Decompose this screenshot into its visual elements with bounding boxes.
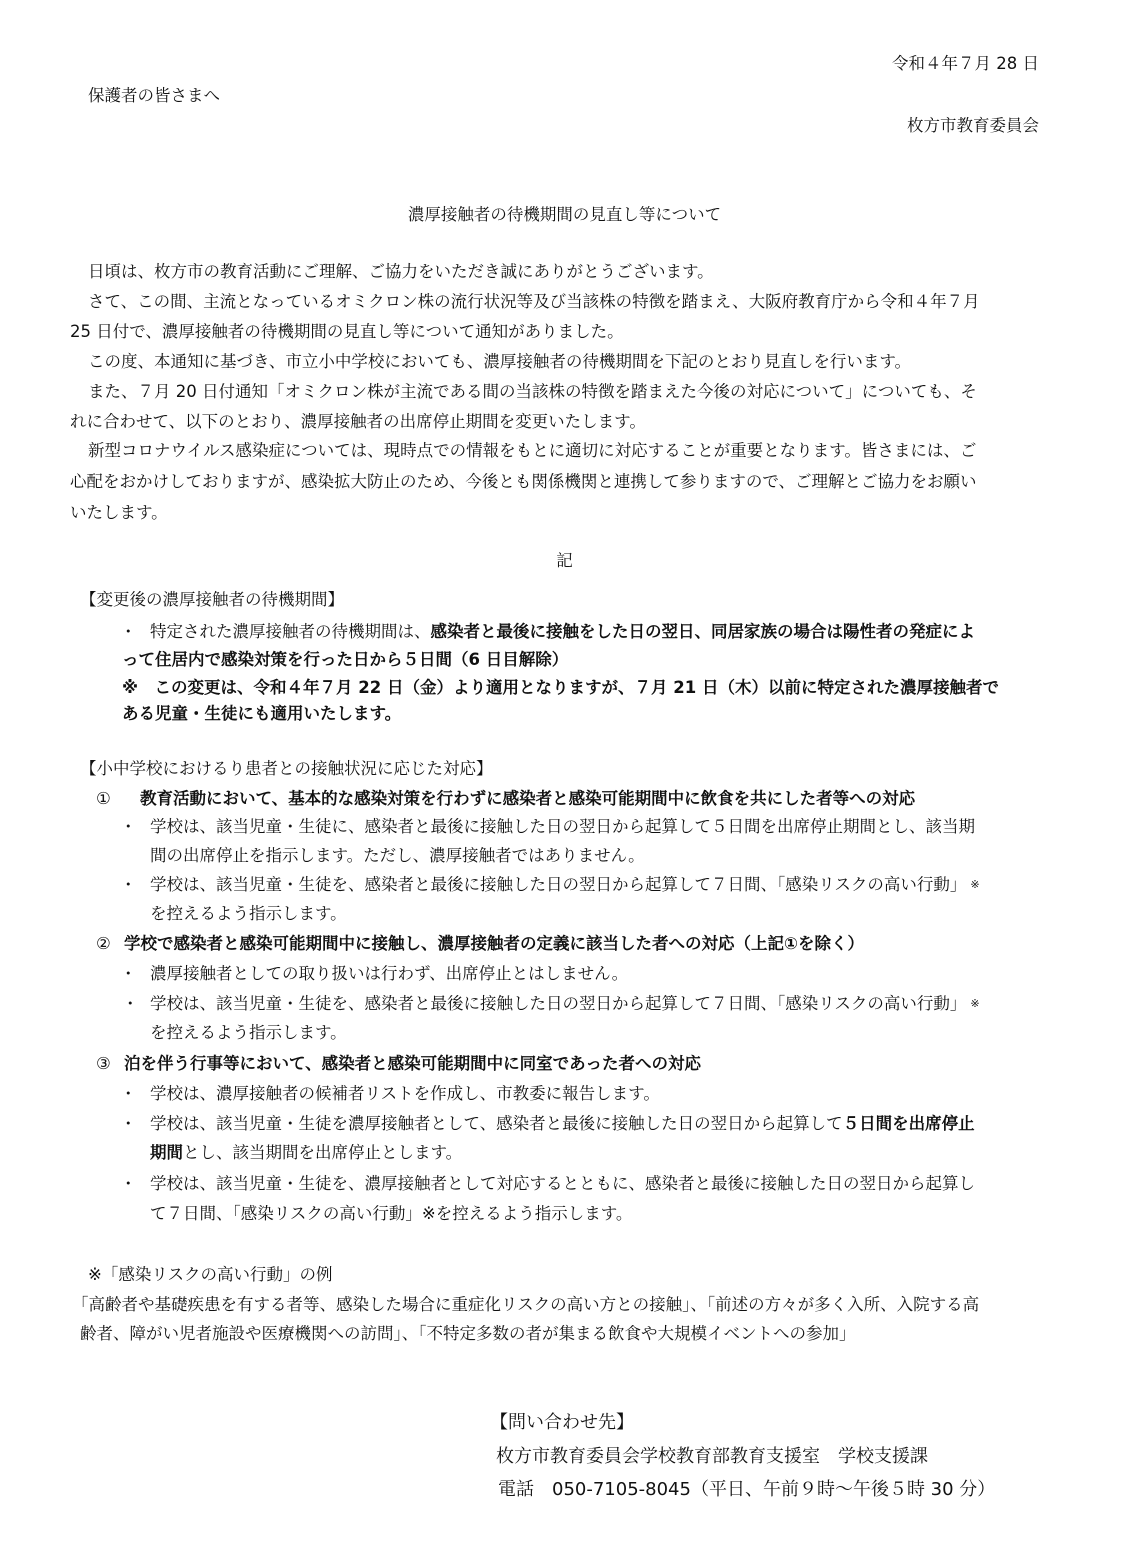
footnote-mark: ※ (970, 878, 980, 891)
section1-note1: ※ この変更は、令和４年７月 22 日（金）より適用となりますが、７月 21 日（木）以前に特定された濃厚接触者で (122, 678, 999, 697)
footnote-mark: ※ (970, 997, 980, 1010)
bullet: ・ (120, 817, 137, 836)
bullet: ・ (120, 964, 137, 983)
item3-bullet2-bold: ５日間を出席停止 (842, 1114, 975, 1133)
contact-department: 枚方市教育委員会学校教育部教育支援室 学校支援課 (496, 1446, 928, 1467)
item3-bullet2-line2 (150, 1141, 462, 1165)
footnote-line2: 齢者、障がい児者施設や医療機関への訪問」、「不特定多数の者が集まる飲食や大規模イベントへの参加」 (80, 1324, 856, 1343)
bullet: ・ (120, 1084, 137, 1103)
item3-bullet1: 学校は、濃厚接触者の候補者リストを作成し、市教委に報告します。 (150, 1084, 660, 1103)
item1-bullet1-line2: 間の出席停止を指示します。ただし、濃厚接触者ではありません。 (150, 846, 645, 865)
section2-heading: 【小中学校におけるり患者との接触状況に応じた対応】 (80, 759, 493, 778)
item1-bullet2-line2: を控えるよう指示します。 (150, 904, 347, 923)
item3-bullet3-line1: 学校は、該当児童・生徒を、濃厚接触者として対応するとともに、感染者と最後に接触した日の翌日から起算し (150, 1174, 975, 1193)
bullet: ・ (120, 875, 137, 894)
body-line: この度、本通知に基づき、市立小中学校においても、濃厚接触者の待機期間を下記のとおり見直しを行います。 (88, 352, 912, 371)
item2-bullet1: 濃厚接触者としての取り扱いは行わず、出席停止とはしません。 (150, 964, 629, 983)
body-line: また、７月 20 日付通知「オミクロン株が主流である間の当該株の特徴を踏まえた今後の対応について」についても、そ (88, 382, 977, 401)
item3-title: 泊を伴う行事等において、感染者と感染可能期間中に同室であった者への対応 (124, 1054, 702, 1073)
section1-line2: って住居内で感染対策を行った日から５日間（6 日目解除） (122, 650, 569, 669)
item3-bullet3-line2: て７日間、「感染リスクの高い行動」※を控えるよう指示します。 (150, 1204, 633, 1223)
document-title: 濃厚接触者の待機期間の見直し等について (407, 205, 722, 224)
item3-bullet2-line1 (150, 1112, 975, 1136)
item3-bullet2-line2-normal: とし、該当期間を出席停止とします。 (183, 1143, 463, 1162)
body-line: いたします。 (70, 503, 168, 522)
body-line: 日頃は、枚方市の教育活動にご理解、ご協力をいただき誠にありがとうございます。 (88, 262, 714, 281)
ki-mark: 記 (556, 551, 573, 570)
bullet: ・ (120, 1114, 137, 1133)
section1-line1-normal: 特定された濃厚接触者の待機期間は、 (150, 622, 431, 641)
item2-bullet2-text: 学校は、該当児童・生徒を、感染者と最後に接触した日の翌日から起算して７日間、「感染リスクの高い行動」 (150, 994, 967, 1013)
contact-heading: 【問い合わせ先】 (490, 1412, 634, 1433)
item1-bullet2-text: 学校は、該当児童・生徒を、感染者と最後に接触した日の翌日から起算して７日間、「感染リスクの高い行動」 (150, 875, 967, 894)
document-date: 令和４年７月 28 日 (892, 54, 1039, 73)
bullet: ・ (122, 994, 139, 1013)
item2-bullet2-line2: を控えるよう指示します。 (150, 1023, 347, 1042)
section1-heading: 【変更後の濃厚接触者の待機期間】 (80, 590, 344, 609)
item2-number: ② (96, 934, 111, 953)
item1-number: ① (96, 789, 111, 808)
item2-title: 学校で感染者と感染可能期間中に接触し、濃厚接触者の定義に該当した者への対応（上記①を除く） (124, 934, 864, 953)
footnote-title: ※「感染リスクの高い行動」の例 (88, 1265, 333, 1284)
item1-bullet1-line1: 学校は、該当児童・生徒に、感染者と最後に接触した日の翌日から起算して５日間を出席停止期間とし、該当期 (150, 817, 975, 836)
recipient: 保護者の皆さまへ (88, 86, 220, 105)
item3-bullet2-line2-bold: 期間 (150, 1143, 183, 1162)
bullet: ・ (120, 622, 137, 641)
body-line: 25 日付で、濃厚接触者の待機期間の見直し等について通知がありました。 (70, 322, 624, 341)
section1-note2: ある児童・生徒にも適用いたします。 (122, 704, 402, 723)
bullet: ・ (120, 1174, 137, 1193)
footnote-line1: 「高齢者や基礎疾患を有する者等、感染した場合に重症化リスクの高い方との接触」、「前述の方々が多く入所、入院する高 (72, 1295, 980, 1314)
item1-title: 教育活動において、基本的な感染対策を行わずに感染者と感染可能期間中に飲食を共にした者等への対応 (140, 789, 916, 808)
body-line: 心配をおかけしておりますが、感染拡大防止のため、今後とも関係機関と連携して参りますので、ご理解とご協力をお願い (70, 472, 977, 491)
sender: 枚方市教育委員会 (907, 116, 1039, 135)
body-line: さて、この間、主流となっているオミクロン株の流行状況等及び当該株の特徴を踏まえ、大阪府教育庁から令和４年７月 (88, 292, 980, 311)
item1-bullet2-line1 (150, 873, 980, 897)
section1-line1-bold: 感染者と最後に接触をした日の翌日、同居家族の場合は陽性者の発症によ (430, 622, 975, 641)
item3-number: ③ (96, 1054, 111, 1073)
item2-bullet2-line1 (150, 992, 980, 1016)
section1-line1 (150, 620, 975, 644)
body-line: 新型コロナウイルス感染症については、現時点での情報をもとに適切に対応することが重要となります。皆さまには、ご (88, 441, 977, 460)
item3-bullet2-normal: 学校は、該当児童・生徒を濃厚接触者として、感染者と最後に接触した日の翌日から起算して (150, 1114, 843, 1133)
contact-phone: 電話 050-7105-8045（平日、午前９時～午後５時 30 分） (498, 1479, 996, 1500)
body-line: れに合わせて、以下のとおり、濃厚接触者の出席停止期間を変更いたします。 (70, 412, 646, 431)
